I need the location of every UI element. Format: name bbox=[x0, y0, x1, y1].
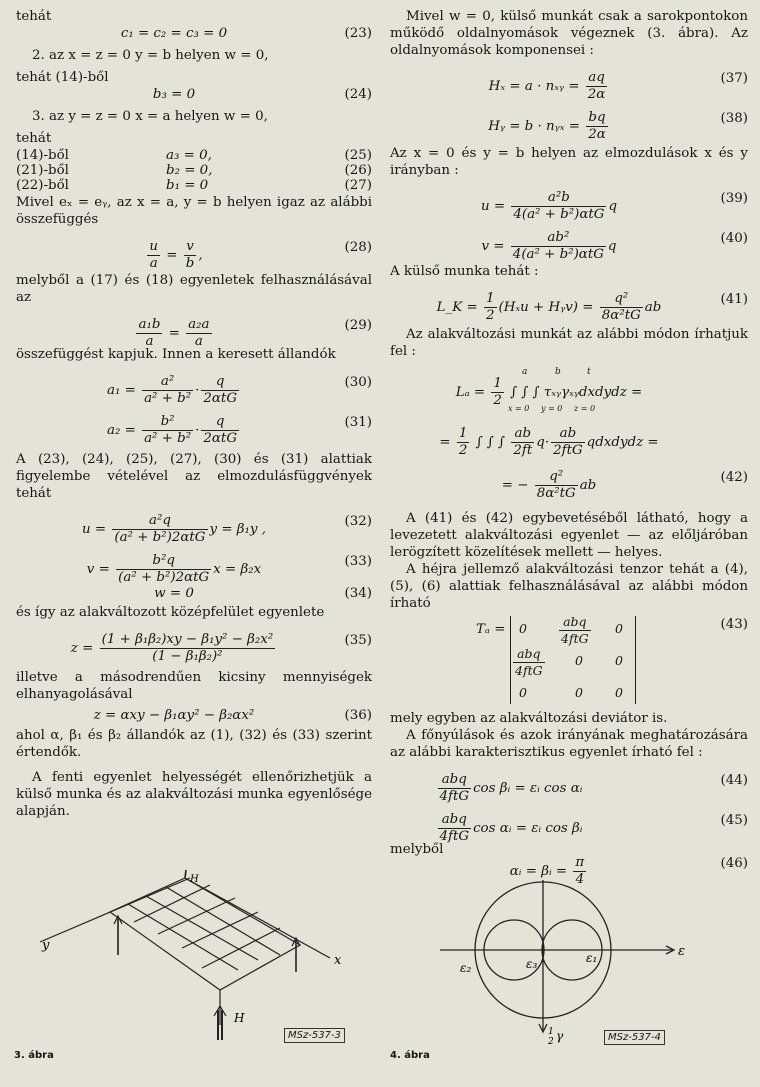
equation-24: b₃ = 0 (24) bbox=[152, 87, 372, 102]
fig4-caption: 4. ábra bbox=[390, 1050, 430, 1061]
paragraph-mely-egyben: mely egyben az alakváltozási deviátor is. bbox=[390, 711, 668, 726]
equation-23: c₁ = c₂ = c₃ = 0 (23) bbox=[120, 26, 372, 41]
fig3-x-label: x bbox=[334, 953, 342, 968]
equation-41: L_K = $\frac{1}{2}$ (Hₓu + Hᵧv) = $\frac{\text{q²}}{\text{8α²tG}}$ ab (41) bbox=[436, 291, 748, 323]
equation-46: αᵢ = βᵢ = $\frac{\pi}{4}$ (46) bbox=[509, 855, 748, 887]
text-tehat-14: tehát (14)-ből bbox=[16, 70, 109, 85]
equation-25: (14)-ből a₃ = 0, (25) bbox=[16, 148, 372, 163]
fig3-tag: MSz-537-3 bbox=[284, 1028, 345, 1043]
paragraph-ahol: ahol α, β₁ és β₂ állandók az (1), (32) és (33) szerint értendők. bbox=[16, 728, 372, 760]
paragraph-az-x0: Az x = 0 és y = b helyen az elmozdulások x és y irányban : bbox=[390, 146, 748, 178]
equation-42a: Lₐ = $\frac{1}{2}$ ∫ ∫ ∫ τₓᵧγₓᵧdxdydz = a b t x = 0 y = 0 z = 0 bbox=[455, 367, 643, 413]
fig4-half-den: 2 bbox=[548, 1037, 554, 1047]
text-case-2: 2. az x = z = 0 y = b helyen w = 0, bbox=[32, 48, 269, 63]
fig3-h-top: H bbox=[190, 874, 199, 885]
equation-28: $\frac{u}{a}$ = $\frac{v}{b}$ , (28) bbox=[149, 239, 372, 271]
text-tehat-2: tehát bbox=[16, 131, 52, 146]
equation-29: $\frac{\text{a₁b}}{a}$ = $\frac{\text{a₂a}}{a}$ (29) bbox=[138, 317, 372, 349]
equation-39: u = $\frac{\text{a²b}}{\text{4(a² + b²)αtG}}$ q (39) bbox=[480, 190, 748, 222]
equation-38: Hᵧ = b · nᵧₓ = $\frac{bq}{2\alpha}$ (38) bbox=[488, 110, 748, 142]
fig3-y-label: y bbox=[42, 938, 50, 953]
paragraph-mivel-w: Mivel w = 0, külső munkát csak a sarokpontokon működő oldalnyomások végeznek (3. ábra). Az oldalnyomások komponensei : bbox=[390, 9, 748, 58]
paragraph-mivel: Mivel eₓ = eᵧ, az x = a, y = b helyen igaz az alábbi összefüggés bbox=[16, 195, 372, 227]
equation-32: u = $\frac{\text{a²q}}{\text{(a² + b²)2αtG}}$ y = β₁y , (32) bbox=[82, 513, 372, 545]
paragraph-a23: A (23), (24), (25), (27), (30) és (31) alattiak figyelembe vételével az elmozdulásfüggvények tehát bbox=[16, 452, 372, 501]
fig4-eps3-label: ε₃ bbox=[526, 957, 538, 971]
right-column bbox=[390, 8, 748, 887]
fig4-eps2-label: ε₂ bbox=[460, 961, 472, 975]
fig4-tag: MSz-537-4 bbox=[604, 1030, 665, 1045]
equation-31: a₂ = $\frac{\text{b²}}{\text{a² + b²}}$ · $\frac{q}{\text{2αtG}}$ (31) bbox=[106, 414, 372, 446]
fig4-eps1-label: ε₁ bbox=[586, 951, 598, 965]
fig3-h-bottom: H bbox=[234, 1011, 245, 1025]
text-tehat-1: tehát bbox=[16, 9, 52, 24]
equation-26: (21)-ből b₂ = 0, (26) bbox=[16, 163, 372, 178]
equation-37: Hₓ = a · nₓᵧ = $\frac{aq}{2\alpha}$ (37) bbox=[488, 70, 748, 102]
figure-4-diagram bbox=[440, 880, 710, 1050]
paragraph-melybol-2: melyből bbox=[390, 842, 444, 857]
equation-42b: = $\frac{1}{2}$ ∫ ∫ ∫ $\frac{ab}{2ft}$ q· $\frac{ab}{\text{2ftG}}$ qdxdydz = bbox=[439, 426, 659, 458]
equation-43: Tₐ = 0 $\frac{\text{abq}}{\text{4ftG}}$ 0 $\frac{\text{abq}}{\text{4ftG}}$ 0 0 0 0 0 (43) bbox=[390, 616, 748, 708]
paragraph-az-alakvaltozasi: Az alakváltozási munkát az alábbi módon írhatjuk fel : bbox=[390, 327, 748, 359]
paragraph-es-igy: és így az alakváltozott középfelület egyenlete bbox=[16, 605, 325, 620]
paragraph-illetve: illetve a másodrendűen kicsiny mennyiségek elhanyagolásával bbox=[16, 670, 372, 702]
equation-45: $\frac{\text{abq}}{\text{4ftG}}$ cos αᵢ = εᵢ cos βᵢ (45) bbox=[439, 812, 748, 844]
equation-30: a₁ = $\frac{\text{a²}}{\text{a² + b²}}$ · $\frac{q}{\text{2αtG}}$ (30) bbox=[106, 374, 372, 406]
paragraph-melybol: melyből a (17) és (18) egyenletek felhasználásával az bbox=[16, 273, 372, 305]
paragraph-kulso-munka: A külső munka tehát : bbox=[390, 264, 539, 279]
equation-27: (22)-ből b₁ = 0 (27) bbox=[16, 178, 372, 193]
fig4-gamma-label: γ bbox=[556, 1029, 564, 1043]
equation-35: z = $\frac{\text{(1 + β₁β₂)xy − β₁y² − β₂x²}}{\text{(1 − β₁β₂)²}}$ (35) bbox=[70, 632, 372, 664]
paragraph-osszefuggest: összefüggést kapjuk. Innen a keresett állandók bbox=[16, 347, 336, 362]
equation-33: v = $\frac{\text{b²q}}{\text{(a² + b²)2αtG}}$ x = β₂x (33) bbox=[86, 553, 372, 585]
paragraph-a-hejra: A héjra jellemző alakváltozási tenzor tehát a (4), (5), (6) alattiak felhasználásával az alábbi módon írható bbox=[390, 562, 748, 611]
paragraph-a41: A (41) és (42) egybevetéséből látható, hogy a levezetett alakváltozási egyenlet — az előljáróban lerögzített közelítések mellett — helyes. bbox=[390, 511, 748, 560]
equation-40: v = $\frac{\text{ab²}}{\text{4(a² + b²)αtG}}$ q (40) bbox=[481, 230, 748, 262]
fig4-eps-label: ε bbox=[678, 944, 685, 959]
text-case-3: 3. az y = z = 0 x = a helyen w = 0, bbox=[32, 109, 268, 124]
paragraph-a-fonyulasok: A főnyúlások és azok irányának meghatározására az alábbi karakterisztikus egyenlet írható fel : bbox=[390, 728, 748, 760]
equation-42c: = − $\frac{\text{q²}}{\text{8α²tG}}$ ab (42) bbox=[501, 469, 748, 501]
equation-34: w = 0 (34) bbox=[154, 586, 372, 601]
fig4-half-num: 1 bbox=[548, 1027, 554, 1037]
equation-36: z = αxy − β₁αy² − β₂αx² (36) bbox=[93, 708, 372, 723]
fig3-caption: 3. ábra bbox=[14, 1050, 54, 1061]
left-column bbox=[16, 8, 372, 820]
equation-44: $\frac{\text{abq}}{\text{4ftG}}$ cos βᵢ = εᵢ cos αᵢ (44) bbox=[439, 772, 748, 804]
tensor-matrix: 0 $\frac{\text{abq}}{\text{4ftG}}$ 0 $\frac{\text{abq}}{\text{4ftG}}$ 0 0 0 0 0 bbox=[510, 616, 636, 704]
paragraph-a-fenti: A fenti egyenlet helyességét ellenőrizhetjük a külső munka és az alakváltozási munka egyenlősége alapján. bbox=[16, 770, 372, 819]
